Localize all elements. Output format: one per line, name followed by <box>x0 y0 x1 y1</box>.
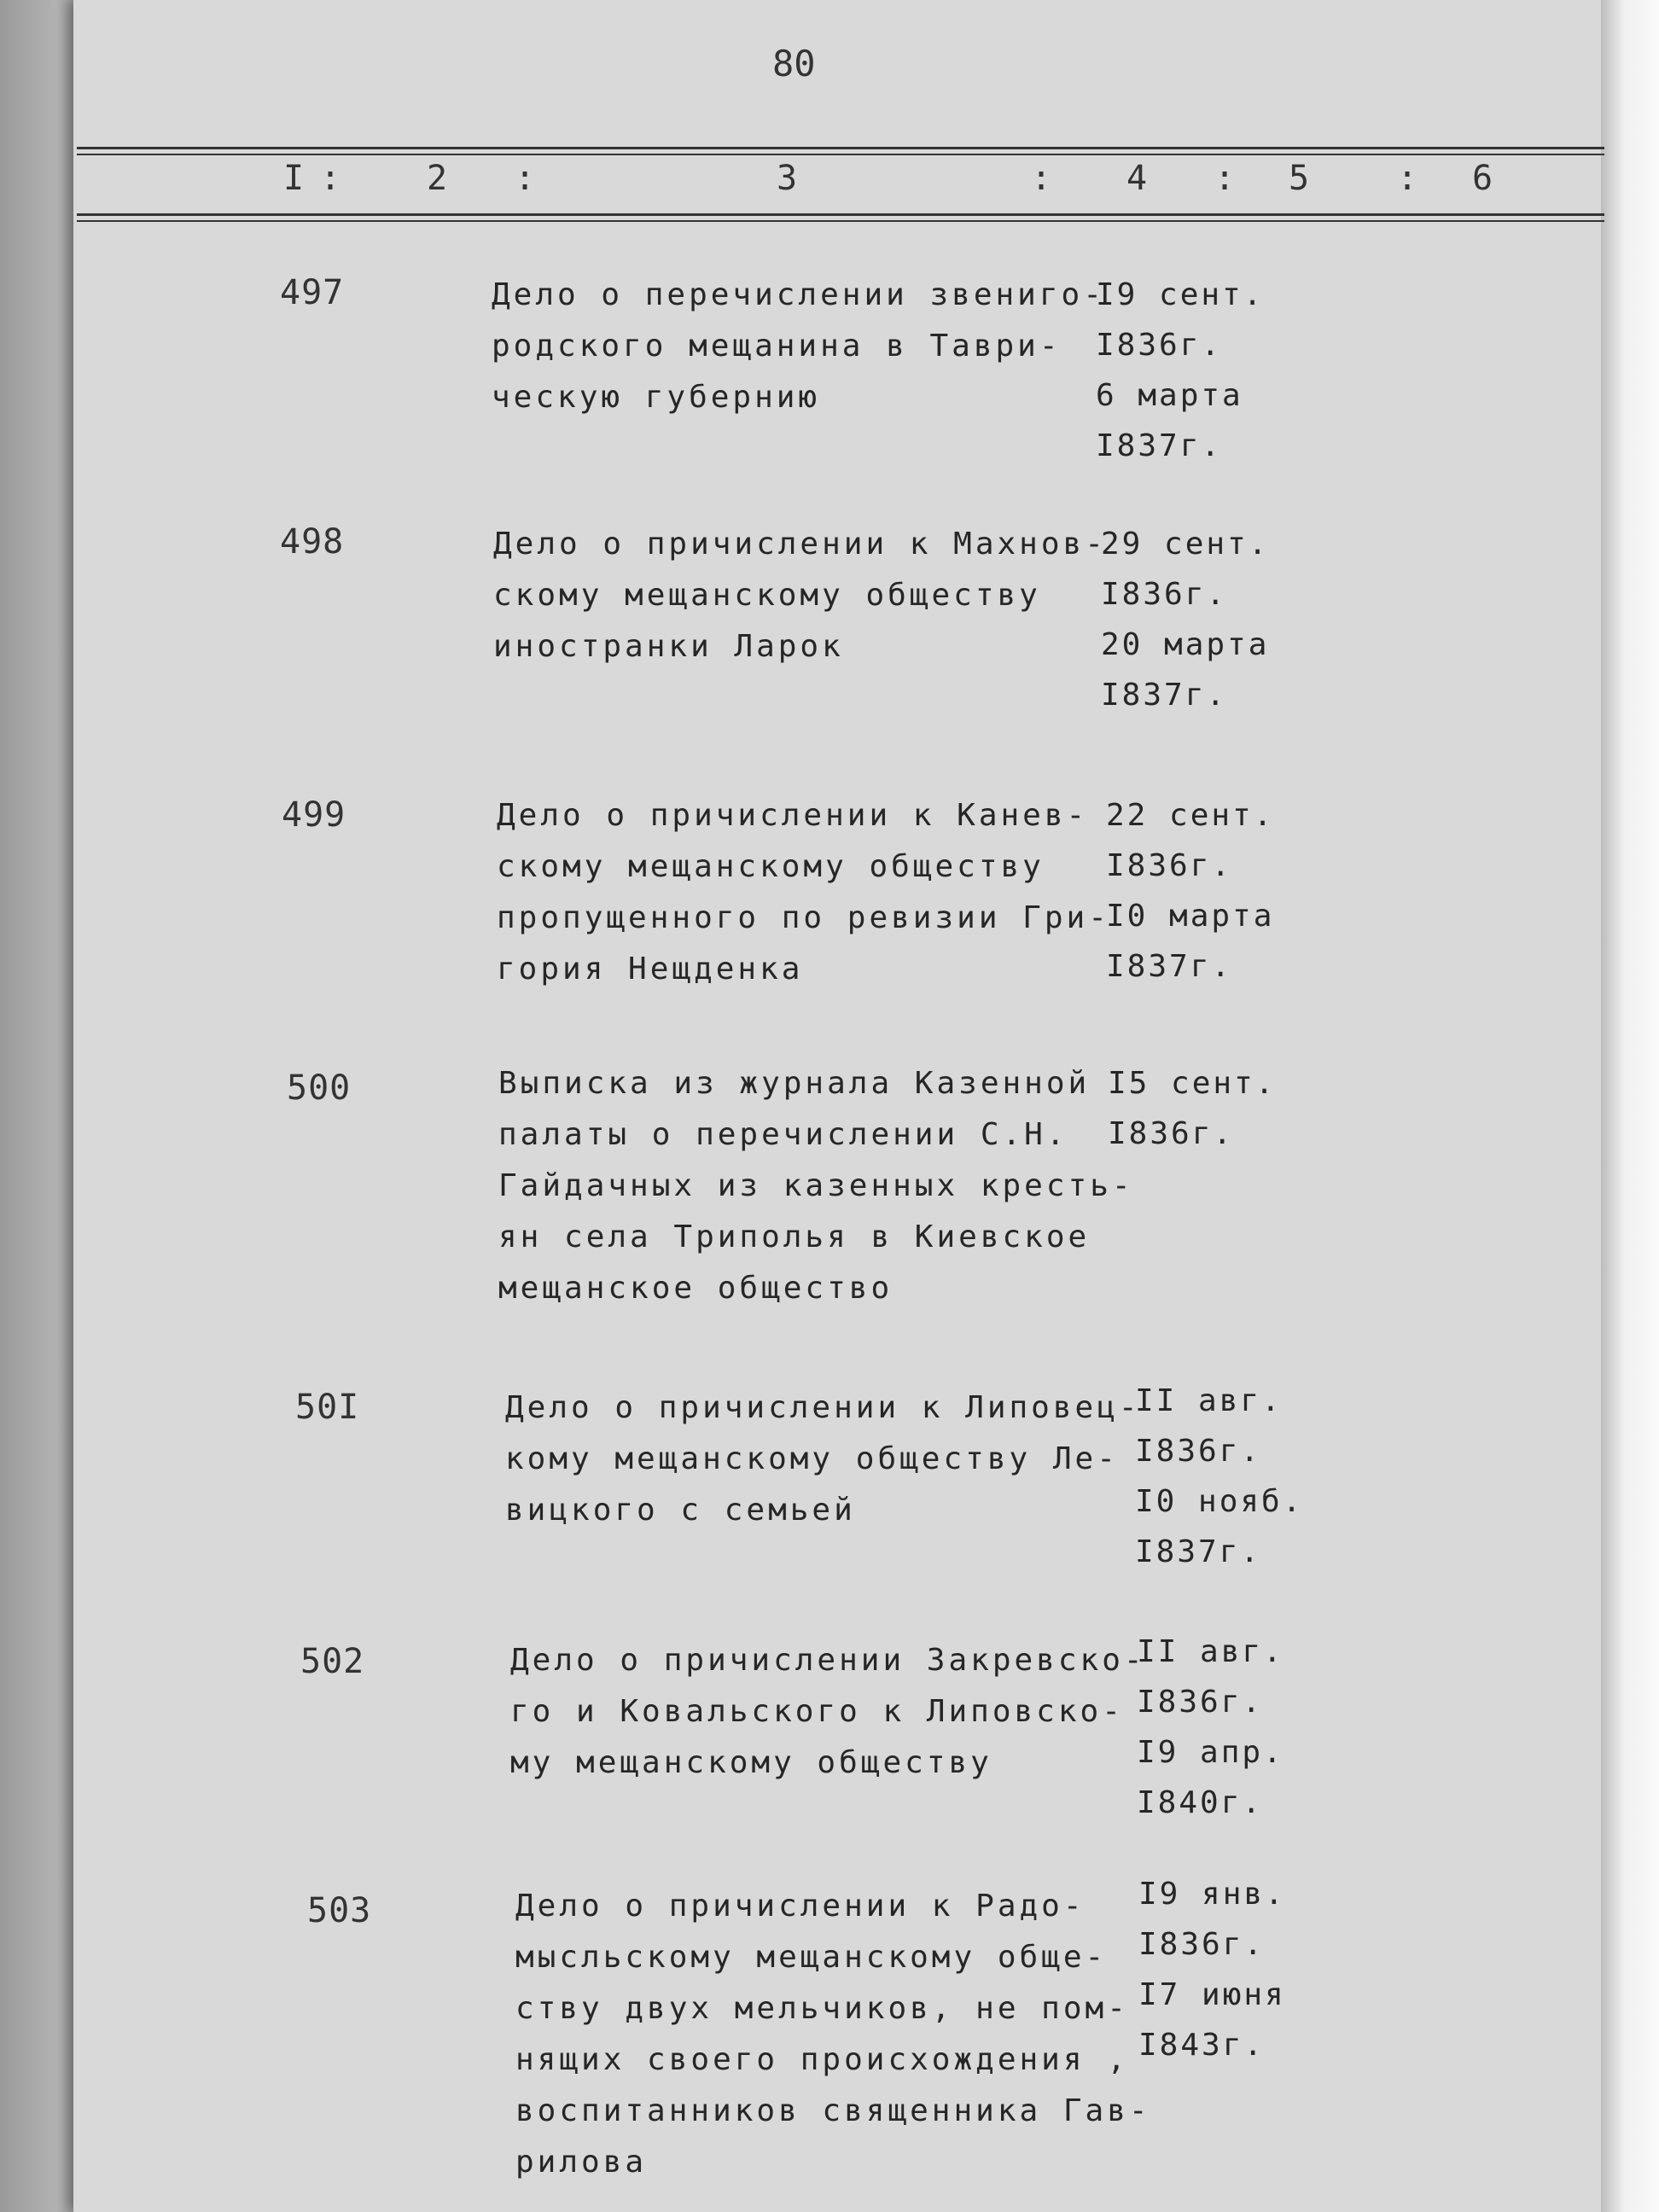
description-line: ян села Триполья в Киевское <box>498 1220 1091 1254</box>
header-rule-top <box>77 147 1604 149</box>
column-header-1: I <box>283 159 305 198</box>
column-separator: : <box>1214 159 1236 198</box>
column-header-3: 3 <box>777 159 798 198</box>
date-line: I0 марта <box>1106 899 1275 934</box>
description-line: скому мещанскому обществу <box>493 578 1041 613</box>
date-line: 6 марта <box>1096 378 1243 413</box>
column-header-2: 2 <box>427 159 448 198</box>
description-line: гория Нещденка <box>497 952 804 987</box>
description-line: Гайдачных из казенных кресть- <box>498 1168 1134 1203</box>
header-rule-bottom <box>77 213 1604 216</box>
description-line: Дело о причислении к Липовец- <box>505 1390 1141 1425</box>
entry-number: 502 <box>300 1642 365 1681</box>
date-line: 20 марта <box>1101 627 1270 662</box>
date-line: I5 сент. <box>1108 1066 1277 1101</box>
description-line: кому мещанскому обществу Ле- <box>505 1441 1119 1476</box>
date-line: I9 сент. <box>1096 277 1265 312</box>
description-line: родского мещанина в Таври- <box>492 329 1062 364</box>
description-line: Дело о причислении Закревско- <box>510 1643 1146 1678</box>
entry-dates <box>1108 1058 1276 1159</box>
description-line: Дело о причислении к Махнов- <box>493 527 1107 562</box>
description-line: Дело о перечислении звениго- <box>492 277 1105 312</box>
entry-number: 503 <box>307 1891 372 1930</box>
page-edge-right <box>1601 0 1659 2212</box>
date-line: I836г. <box>1108 1116 1235 1151</box>
entry-description <box>497 790 1110 995</box>
date-line: I837г. <box>1101 678 1228 713</box>
date-line: I843г. <box>1138 2028 1266 2063</box>
date-line: I836г. <box>1101 577 1228 612</box>
date-line: I837г. <box>1106 949 1233 984</box>
date-line: I837г. <box>1096 428 1223 463</box>
entry-description <box>515 1881 1151 2188</box>
description-line: палаты о перечислении С.Н. <box>498 1117 1068 1152</box>
date-line: I840г. <box>1137 1785 1264 1820</box>
entry-number: 500 <box>287 1068 352 1108</box>
date-line: 29 сент. <box>1101 527 1270 562</box>
description-line: го и Ковальского к Липовско- <box>510 1694 1124 1729</box>
description-line: Выписка из журнала Казенной <box>498 1066 1091 1101</box>
description-line: иностранки Ларок <box>493 629 844 664</box>
date-line: I9 янв. <box>1138 1877 1286 1912</box>
entry-description <box>492 270 1105 423</box>
description-line: рилова <box>515 2145 648 2180</box>
column-separator: : <box>320 159 341 198</box>
header-rule-bottom-inner <box>77 220 1604 222</box>
date-line: I836г. <box>1096 328 1223 363</box>
date-line: II авг. <box>1137 1634 1284 1669</box>
description-line: мещанское общество <box>498 1271 894 1306</box>
entry-description <box>493 519 1107 672</box>
entry-dates <box>1106 790 1274 992</box>
column-separator: : <box>1031 159 1052 198</box>
date-line: I836г. <box>1135 1434 1262 1469</box>
entry-description <box>498 1058 1134 1314</box>
date-line: I0 нояб. <box>1135 1484 1304 1519</box>
description-line: вицкого с семьей <box>505 1493 856 1528</box>
date-line: I836г. <box>1106 848 1233 883</box>
entry-number: 498 <box>280 522 345 562</box>
description-line: нящих своего происхождения , <box>515 2042 1129 2077</box>
entry-number: 499 <box>282 795 346 835</box>
date-line: I836г. <box>1137 1685 1264 1720</box>
entry-number: 497 <box>280 273 345 312</box>
description-line: скому мещанскому обществу <box>497 849 1045 884</box>
date-line: II авг. <box>1135 1383 1283 1418</box>
description-line: му мещанскому обществу <box>510 1745 992 1780</box>
header-rule-top-inner <box>77 154 1604 155</box>
date-line: I837г. <box>1135 1534 1262 1569</box>
entry-number: 50I <box>295 1388 360 1427</box>
description-line: мысльскому мещанскому обще- <box>515 1940 1108 1975</box>
date-line: I7 июня <box>1138 1977 1286 2012</box>
description-line: ческую губернию <box>492 380 821 415</box>
description-line: Дело о причислении к Радо- <box>515 1889 1086 1924</box>
entry-description <box>505 1382 1141 1536</box>
entry-dates <box>1096 270 1264 471</box>
column-separator: : <box>515 159 536 198</box>
description-line: воспитанников священника Гав- <box>515 2093 1151 2128</box>
page-number: 80 <box>772 43 816 84</box>
column-separator: : <box>1397 159 1418 198</box>
date-line: I836г. <box>1138 1927 1266 1962</box>
date-line: I9 апр. <box>1137 1735 1284 1770</box>
column-header-5: 5 <box>1289 159 1310 198</box>
entry-description <box>510 1635 1146 1789</box>
description-line: Дело о причислении к Канев- <box>497 798 1089 833</box>
column-header-4: 4 <box>1126 159 1148 198</box>
description-line: ству двух мельчиков, не пом- <box>515 1991 1129 2026</box>
entry-dates <box>1138 1869 1286 2070</box>
entry-dates <box>1101 519 1269 720</box>
date-line: 22 сент. <box>1106 798 1275 833</box>
entry-dates <box>1137 1627 1284 1828</box>
description-line: пропущенного по ревизии Гри- <box>497 900 1110 935</box>
column-header-6: 6 <box>1472 159 1493 198</box>
entry-dates <box>1135 1376 1303 1577</box>
